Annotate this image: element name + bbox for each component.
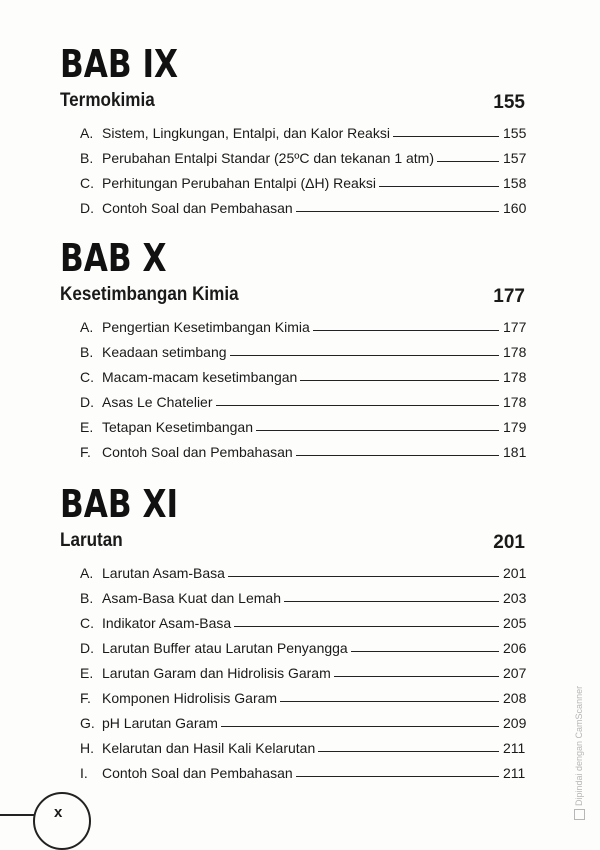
- entry-title: Larutan Garam dan Hidrolisis Garam: [102, 665, 331, 681]
- entry-page-number: 211: [503, 740, 526, 756]
- entry-title: Contoh Soal dan Pembahasan: [102, 200, 293, 216]
- leader-line: [230, 355, 499, 356]
- entry-title: Tetapan Kesetimbangan: [102, 419, 253, 435]
- entry-page-number: 206: [503, 640, 527, 656]
- entry-title: Larutan Buffer atau Larutan Penyangga: [102, 640, 348, 656]
- toc-entry: [60, 166, 525, 191]
- chapter-page-number: 177: [493, 286, 525, 307]
- leader-line: [256, 430, 499, 431]
- entry-title: Contoh Soal dan Pembahasan: [102, 444, 293, 460]
- leader-line: [296, 455, 499, 456]
- leader-line: [318, 751, 499, 752]
- entry-title: Contoh Soal dan Pembahasan: [102, 765, 293, 781]
- leader-line: [296, 211, 499, 212]
- toc-entry: [60, 556, 525, 581]
- entry-page-number: 178: [503, 394, 527, 410]
- chapter-section: [60, 482, 525, 781]
- entry-letter: H.: [80, 740, 94, 756]
- entry-title: Komponen Hidrolisis Garam: [102, 690, 278, 706]
- chapter-title-row: [60, 90, 525, 116]
- leader-line: [216, 405, 499, 406]
- entry-letter: A.: [80, 125, 94, 141]
- chapter-title: Larutan: [60, 530, 123, 551]
- leader-line: [313, 330, 499, 331]
- entry-letter: A.: [80, 565, 94, 581]
- leader-line: [221, 726, 499, 727]
- chapter-title-row: [60, 284, 525, 310]
- watermark-text: Dipindai dengan CamScanner: [574, 685, 584, 806]
- chapter-page-number: 201: [493, 532, 525, 553]
- toc-entry: [60, 656, 525, 681]
- page-number: x: [54, 804, 63, 821]
- entry-page-number: 211: [503, 765, 526, 781]
- entry-page-number: 178: [503, 369, 527, 385]
- entry-letter: G.: [80, 715, 95, 731]
- entry-page-number: 207: [503, 665, 527, 681]
- entry-letter: D.: [80, 200, 94, 216]
- chapter-label: BAB X: [60, 236, 167, 280]
- scanner-watermark: [574, 686, 585, 820]
- entry-page-number: 157: [503, 150, 527, 166]
- chapter-title: Kesetimbangan Kimia: [60, 284, 239, 305]
- toc-entry: [60, 706, 525, 731]
- chapter-page-number: 155: [493, 92, 525, 113]
- leader-line: [296, 776, 499, 777]
- entry-title: Indikator Asam-Basa: [102, 615, 232, 631]
- entry-letter: D.: [80, 640, 94, 656]
- leader-line: [351, 651, 499, 652]
- entry-letter: B.: [80, 590, 94, 606]
- entry-letter: I.: [80, 765, 88, 781]
- leader-line: [284, 601, 499, 602]
- entry-list: [60, 116, 525, 216]
- entry-letter: F.: [80, 444, 91, 460]
- toc-entry: [60, 141, 525, 166]
- chapter-label: BAB XI: [60, 482, 179, 526]
- chapter-title: Termokimia: [60, 90, 155, 111]
- entry-page-number: 160: [503, 200, 527, 216]
- entry-page-number: 203: [503, 590, 527, 606]
- toc-entry: [60, 581, 525, 606]
- entry-page-number: 158: [503, 175, 527, 191]
- leader-line: [300, 380, 499, 381]
- entry-title: Sistem, Lingkungan, Entalpi, dan Kalor Reaksi: [102, 125, 390, 141]
- camscanner-icon: [574, 809, 585, 820]
- page-number-circle: [33, 792, 91, 850]
- toc-entry: [60, 410, 525, 435]
- chapter-section: [60, 42, 525, 216]
- toc-entry: [60, 435, 525, 460]
- entry-letter: F.: [80, 690, 91, 706]
- entry-page-number: 155: [503, 125, 527, 141]
- leader-line: [393, 136, 499, 137]
- chapter-title-row: [60, 530, 525, 556]
- entry-letter: B.: [80, 344, 94, 360]
- entry-letter: D.: [80, 394, 94, 410]
- leader-line: [437, 161, 499, 162]
- entry-page-number: 209: [503, 715, 527, 731]
- entry-title: Keadaan setimbang: [102, 344, 227, 360]
- entry-page-number: 208: [503, 690, 527, 706]
- entry-title: Larutan Asam-Basa: [102, 565, 225, 581]
- entry-page-number: 178: [503, 344, 527, 360]
- entry-page-number: 177: [503, 319, 527, 335]
- entry-title: Asas Le Chatelier: [102, 394, 213, 410]
- entry-page-number: 201: [503, 565, 527, 581]
- page-number-badge: [0, 778, 140, 825]
- toc-entry: [60, 191, 525, 216]
- entry-title: pH Larutan Garam: [102, 715, 218, 731]
- entry-letter: A.: [80, 319, 94, 335]
- toc-entry: [60, 631, 525, 656]
- decorative-line: [0, 814, 36, 816]
- entry-page-number: 205: [503, 615, 527, 631]
- leader-line: [234, 626, 499, 627]
- entry-title: Macam-macam kesetimbangan: [102, 369, 298, 385]
- leader-line: [334, 676, 499, 677]
- entry-title: Perubahan Entalpi Standar (25ºC dan tekanan 1 atm): [102, 150, 434, 166]
- entry-letter: E.: [80, 419, 94, 435]
- entry-title: Asam-Basa Kuat dan Lemah: [102, 590, 281, 606]
- chapter-section: [60, 236, 525, 460]
- entry-title: Perhitungan Perubahan Entalpi (ΔH) Reaksi: [102, 175, 376, 191]
- toc-entry: [60, 335, 525, 360]
- toc-entry: [60, 385, 525, 410]
- entry-list: [60, 556, 525, 781]
- chapter-label: BAB IX: [60, 42, 179, 86]
- toc-entry: [60, 310, 525, 335]
- toc-entry: [60, 360, 525, 385]
- toc-entry: [60, 731, 525, 756]
- entry-title: Pengertian Kesetimbangan Kimia: [102, 319, 310, 335]
- toc-entry: [60, 116, 525, 141]
- entry-letter: C.: [80, 369, 94, 385]
- leader-line: [228, 576, 499, 577]
- entry-page-number: 181: [503, 444, 527, 460]
- entry-letter: C.: [80, 615, 94, 631]
- toc-entry: [60, 681, 525, 706]
- entry-letter: C.: [80, 175, 94, 191]
- entry-list: [60, 310, 525, 460]
- leader-line: [379, 186, 499, 187]
- entry-letter: B.: [80, 150, 94, 166]
- entry-page-number: 179: [503, 419, 527, 435]
- entry-letter: E.: [80, 665, 94, 681]
- entry-title: Kelarutan dan Hasil Kali Kelarutan: [102, 740, 316, 756]
- leader-line: [280, 701, 499, 702]
- toc-entry: [60, 606, 525, 631]
